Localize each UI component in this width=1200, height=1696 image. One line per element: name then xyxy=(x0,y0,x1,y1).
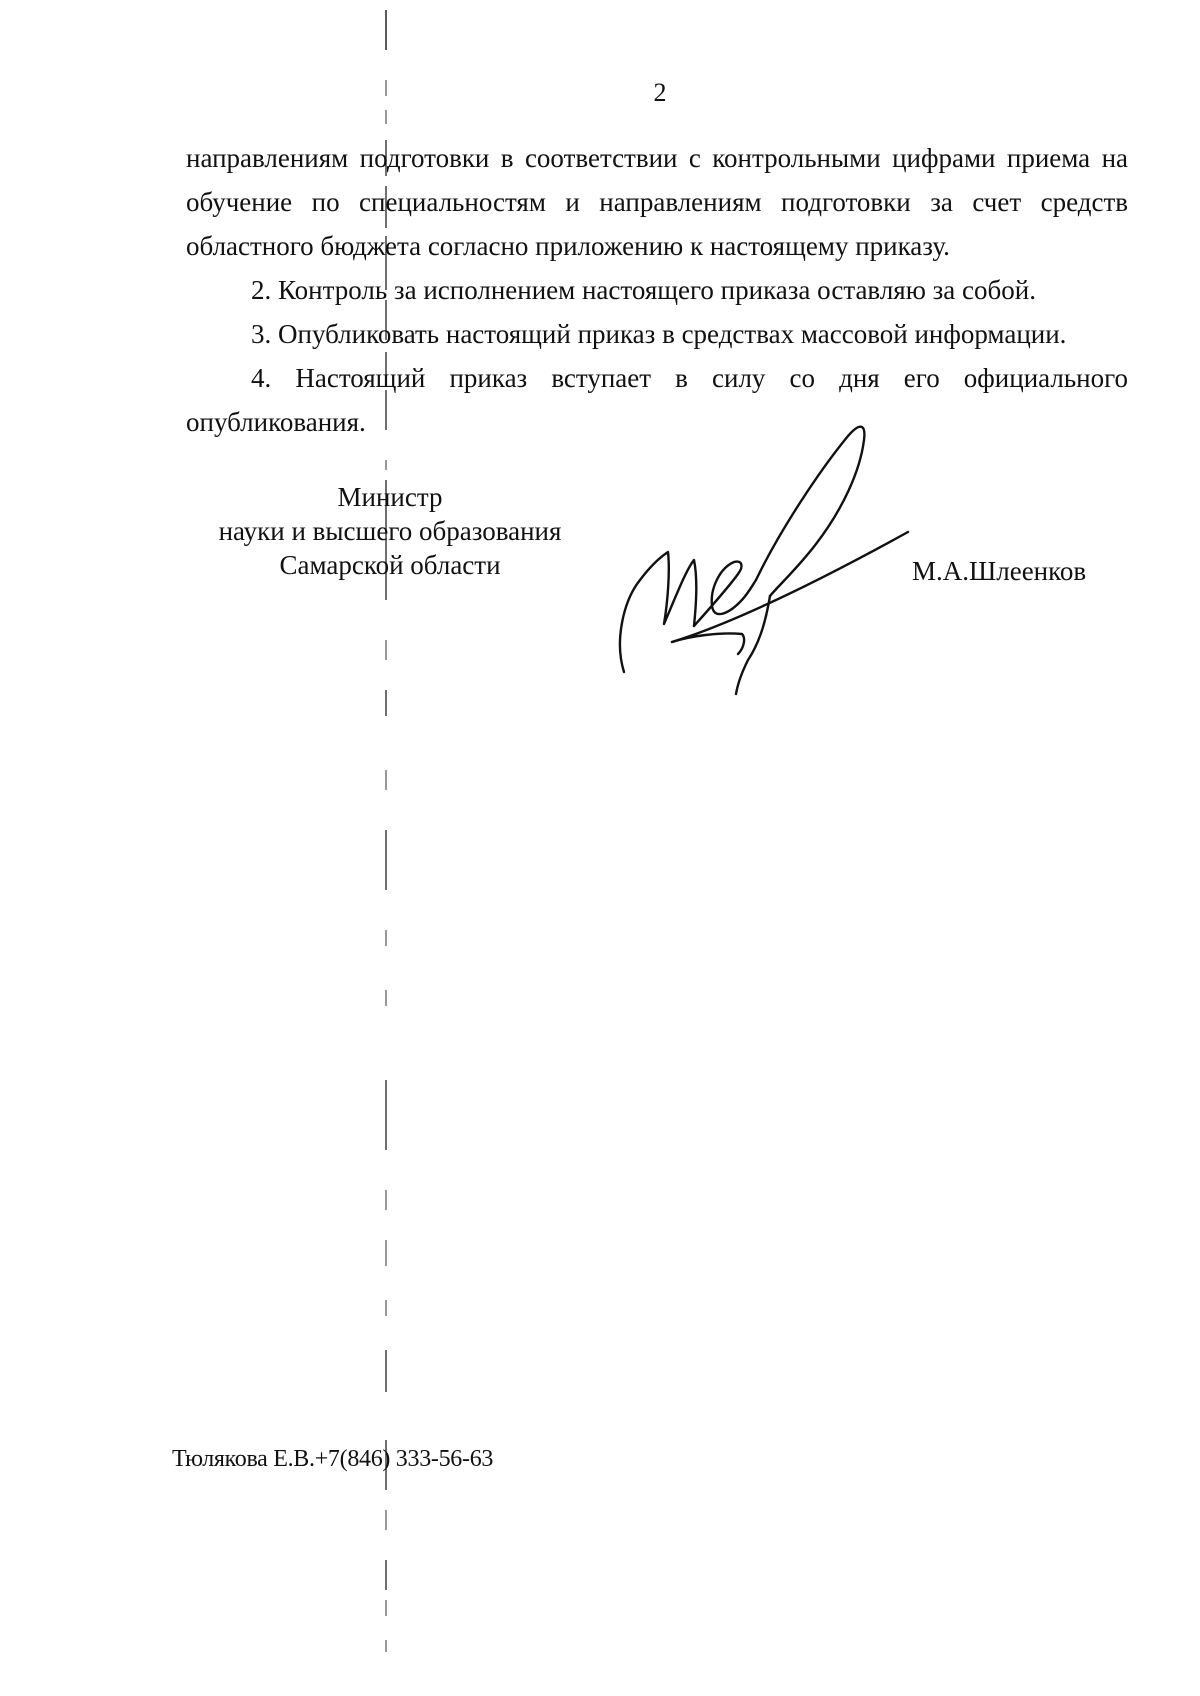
signatory-region: Самарской области xyxy=(279,550,501,580)
paragraph-item-3: 3. Опубликовать настоящий приказ в средствах массовой информации. xyxy=(251,319,1067,349)
document-body xyxy=(186,136,1128,444)
signatory-title xyxy=(190,480,590,582)
paragraph-item-4: 4. Настоящий приказ вступает в силу со дня его официального опубликования. xyxy=(186,363,1128,437)
paragraph-item-2: 2. Контроль за исполнением настоящего приказа оставляю за собой. xyxy=(251,275,1036,305)
paragraph-continuation: направлениям подготовки в соответствии с контрольными цифрами приема на обучение по специальностям и направлениям подготовки за счет средств областного бюджета согласно приложению к настоящему приказу. xyxy=(186,143,1128,261)
page-number: 2 xyxy=(653,78,667,107)
signatory-ministry: науки и высшего образования xyxy=(218,516,562,546)
signatory-position: Министр xyxy=(337,482,443,512)
handwritten-signature xyxy=(610,410,930,700)
contact-info: Тюлякова Е.В.+7(846) 333-56-63 xyxy=(172,1446,494,1472)
signer-name: М.А.Шлеенков xyxy=(912,556,1087,586)
